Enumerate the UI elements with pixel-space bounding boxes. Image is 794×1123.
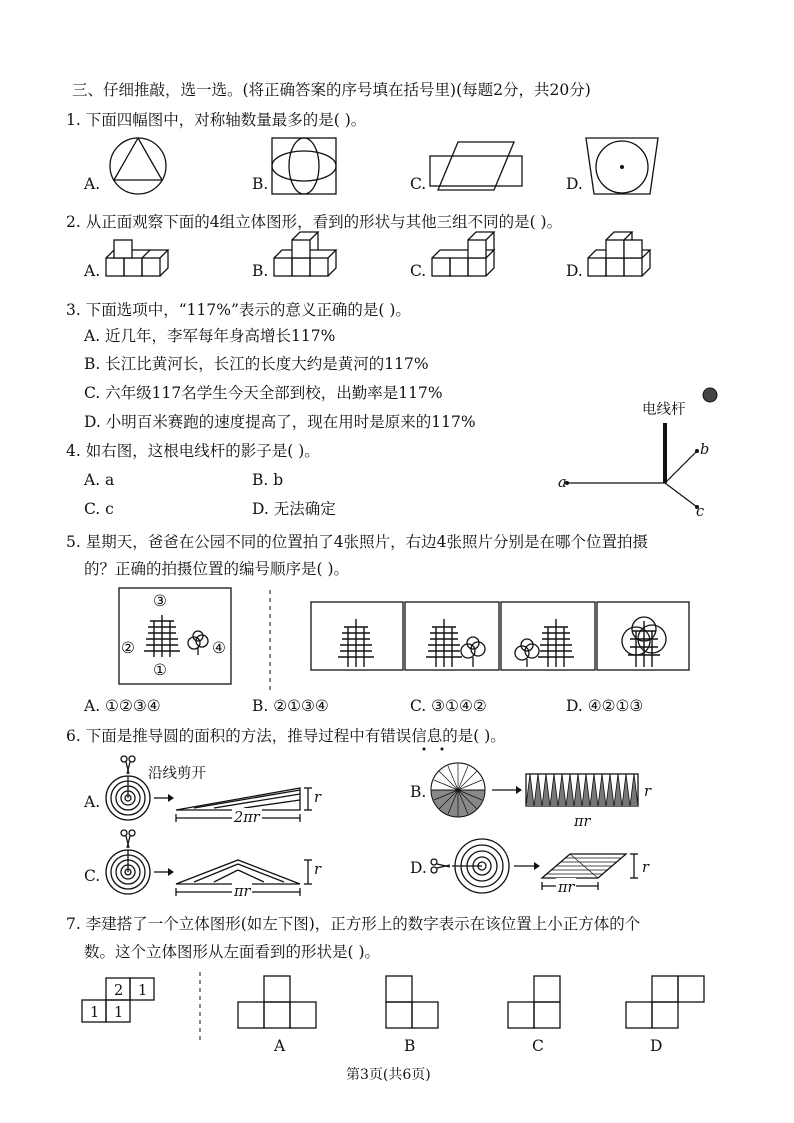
q5-position-1: ① (153, 661, 167, 679)
q1-figure-c (428, 140, 528, 194)
q7-grid-cell-1: 2 (114, 983, 124, 999)
q6-a-r-label: r (314, 790, 321, 806)
q5-stem-line2: 的？正确的拍摄位置的编号顺序是( )。 (84, 560, 350, 578)
q5-park-map (118, 587, 233, 687)
q6-option-b: B. (410, 783, 427, 801)
q3-option-a: A. 近几年，李军每年身高增长117% (84, 327, 336, 345)
q2-option-d: D. (566, 262, 583, 280)
scissors-icon (121, 756, 135, 774)
tree-icon (188, 631, 208, 655)
q6-option-a: A. (84, 793, 101, 811)
q4-stem: 4. 如右图，这根电线杆的影子是( )。 (66, 442, 320, 460)
q4-label-b: b (700, 442, 710, 458)
q6-figure-c (104, 830, 334, 900)
q1-option-c: C. (410, 175, 427, 193)
q5-stem-line1: 5. 星期天，爸爸在公园不同的位置拍了4张照片，右边4张照片分别是在哪个位置拍摄 (66, 533, 648, 551)
q5-photo-1 (310, 601, 404, 671)
q4-label-a: a (558, 475, 567, 491)
q6-figure-a (104, 756, 334, 826)
q6-option-c: C. (84, 867, 101, 885)
q5-position-4: ④ (212, 639, 226, 657)
q6-stem: 6. 下面是推导圆的面积的方法，推导过程中有错误信息的是( )。 (66, 727, 506, 745)
q2-figure-b (272, 236, 342, 282)
q6-d-r-label: r (642, 860, 649, 876)
q5-photo-3 (500, 601, 596, 671)
q6-a-length-label: 2πr (234, 810, 260, 826)
q3-option-b: B. 长江比黄河长，长江的长度大约是黄河的117% (84, 355, 429, 373)
q4-option-a: A. a (84, 471, 115, 489)
q2-option-b: B. (252, 262, 269, 280)
q5-photo-2 (404, 601, 500, 671)
q2-option-a: A. (84, 262, 101, 280)
q6-b-r-label: r (644, 784, 651, 800)
q2-figure-d (586, 236, 656, 282)
q6-b-length-label: πr (574, 814, 591, 830)
q5-option-a: A. ①②③④ (84, 697, 161, 715)
q6-option-d: D. (410, 859, 427, 877)
q1-option-b: B. (252, 175, 269, 193)
q1-figure-b (270, 136, 340, 196)
q3-option-d: D. 小明百米赛跑的速度提高了，现在用时是原来的117% (84, 413, 476, 431)
q5-position-3: ③ (153, 592, 167, 610)
q5-option-b: B. ②①③④ (252, 697, 329, 715)
q1-stem: 1. 下面四幅图中，对称轴数量最多的是( )。 (66, 111, 367, 129)
q5-position-2: ② (121, 639, 135, 657)
q6-c-r-label: r (314, 862, 321, 878)
q2-stem: 2. 从正面观察下面的4组立体图形，看到的形状与其他三组不同的是( )。 (66, 213, 563, 231)
q6-c-length-label: πr (234, 884, 251, 900)
q7-option-a: A (274, 1037, 286, 1055)
q7-option-c: C (532, 1037, 544, 1055)
q7-grid-cell-3: 1 (90, 1005, 100, 1021)
q4-option-c: C. c (84, 500, 114, 518)
q7-stem-line2: 数。这个立体图形从左面看到的形状是( )。 (84, 943, 381, 961)
q5-divider (268, 590, 272, 690)
q3-stem: 3. 下面选项中，“117%”表示的意义正确的是( )。 (66, 301, 411, 319)
q7-grid-cell-2: 1 (138, 983, 148, 999)
q6-emphasis-dots (420, 746, 450, 752)
q1-figure-a (104, 136, 174, 196)
q4-option-b: B. b (252, 471, 284, 489)
q3-option-c: C. 六年级117名学生今天全部到校，出勤率是117% (84, 384, 443, 402)
q1-option-d: D. (566, 175, 583, 193)
q7-option-b: B (404, 1037, 416, 1055)
q7-divider (198, 972, 202, 1042)
q6-a-cut-label: 沿线剪开 (148, 766, 206, 782)
q7-option-a-figure (236, 974, 326, 1030)
q6-figure-d (430, 836, 660, 906)
q7-option-b-figure (384, 974, 444, 1030)
q1-figure-d (584, 136, 664, 200)
q2-figure-a (104, 240, 174, 282)
q4-label-c: c (696, 504, 705, 520)
q6-figure-b (430, 762, 670, 832)
q7-option-d: D (650, 1037, 663, 1055)
pagoda-icon (144, 615, 180, 657)
q2-figure-c (430, 236, 500, 282)
q5-option-d: D. ④②①③ (566, 697, 644, 715)
q5-photo-4 (596, 601, 690, 671)
q7-grid-cell-4: 1 (114, 1005, 124, 1021)
q7-option-c-figure (506, 974, 566, 1030)
page-number: 第3页(共6页) (346, 1067, 431, 1083)
q7-option-d-figure (624, 974, 714, 1030)
scissors-icon (431, 859, 450, 873)
section-title: 三、仔细推敲，选一选。(将正确答案的序号填在括号里)(每题2分，共20分) (72, 81, 591, 99)
q4-option-d: D. 无法确定 (252, 500, 336, 518)
q5-option-c: C. ③①④② (410, 697, 487, 715)
q1-option-a: A. (84, 175, 101, 193)
scissors-icon (121, 830, 135, 848)
q2-option-c: C. (410, 262, 427, 280)
q6-d-length-label: πr (558, 880, 575, 896)
q7-stem-line1: 7. 李建搭了一个立体图形(如左下图)，正方形上的数字表示在该位置上小正方体的个 (66, 915, 641, 933)
q4-pole-label: 电线杆 (642, 402, 686, 418)
